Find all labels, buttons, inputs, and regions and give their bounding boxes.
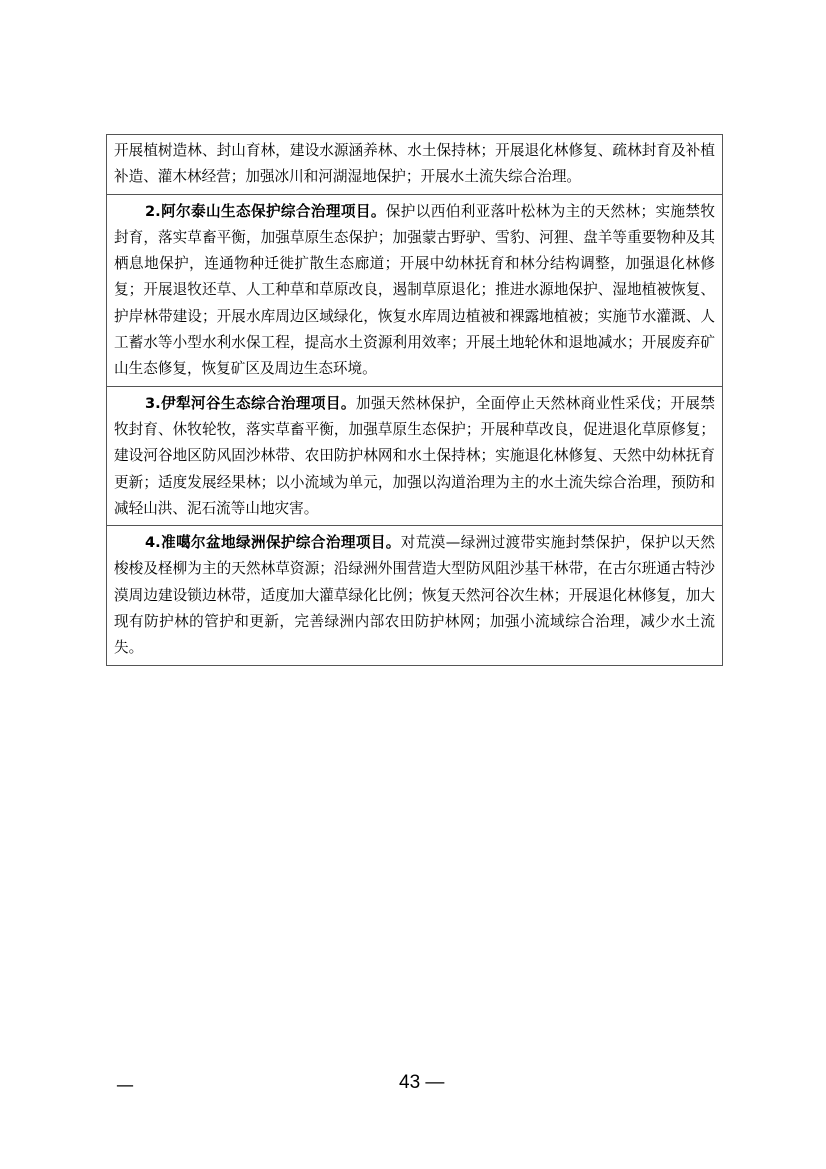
project-cell bbox=[107, 135, 723, 195]
project-description: 保护以西伯利亚落叶松林为主的天然林；实施禁牧封育，落实草畜平衡，加强草原生态保护；加强蒙古野驴、雪豹、河狸、盘羊等重要物种及其栖息地保护，连通物种迁徙扩散生态廊道；开展中幼林抚育和林分结构调整，加强退化林修复；开展退牧还草、人工种草和草原改良，遏制草原退化；推进水源地保护、湿地植被恢复、护岸林带建设；开展水库周边区域绿化，恢复水库周边植被和裸露地植被；实施节水灌溉、人工蓄水等小型水利水保工程，提高水土资源利用效率；开展土地轮休和退地减水；开展废弃矿山生态修复，恢复矿区及周边生态环境。 bbox=[114, 202, 715, 378]
table-row bbox=[107, 194, 723, 386]
project-title: 3.伊犁河谷生态综合治理项目。 bbox=[145, 394, 356, 412]
project-title: 4.准噶尔盆地绿洲保护综合治理项目。 bbox=[145, 534, 401, 552]
project-cell bbox=[107, 194, 723, 386]
project-title: 2.阿尔泰山生态保护综合治理项目。 bbox=[145, 202, 386, 220]
project-description: 开展植树造林、封山育林，建设水源涵养林、水土保持林；开展退化林修复、疏林封育及补植补造、灌木林经营；加强冰川和河湖湿地保护；开展水土流失综合治理。 bbox=[114, 142, 715, 186]
project-description: 对荒漠—绿洲过渡带实施封禁保护，保护以天然梭梭及柽柳为主的天然林草资源；沿绿洲外围营造大型防风阻沙基干林带，在古尔班通古特沙漠周边建设锁边林带，适度加大灌草绿化比例；恢复天然河谷次生林；开展退化林修复，加大现有防护林的管护和更新，完善绿洲内部农田防护林网；加强小流域综合治理，减少水土流失。 bbox=[114, 534, 715, 657]
table-row bbox=[107, 526, 723, 665]
page-number: 43 — bbox=[399, 1072, 445, 1093]
table-row bbox=[107, 135, 723, 195]
table-row bbox=[107, 386, 723, 525]
footer-left-dash: — bbox=[116, 1075, 134, 1096]
project-table bbox=[106, 134, 723, 666]
project-cell bbox=[107, 526, 723, 665]
project-cell bbox=[107, 386, 723, 525]
project-description: 加强天然林保护，全面停止天然林商业性采伐；开展禁牧封育、休牧轮牧，落实草畜平衡，加强草原生态保护；开展种草改良，促进退化草原修复；建设河谷地区防风固沙林带、农田防护林网和水土保持林；实施退化林修复、天然中幼林抚育更新；适度发展经果林；以小流域为单元，加强以沟道治理为主的水土流失综合治理，预防和减轻山洪、泥石流等山地灾害。 bbox=[114, 394, 715, 517]
